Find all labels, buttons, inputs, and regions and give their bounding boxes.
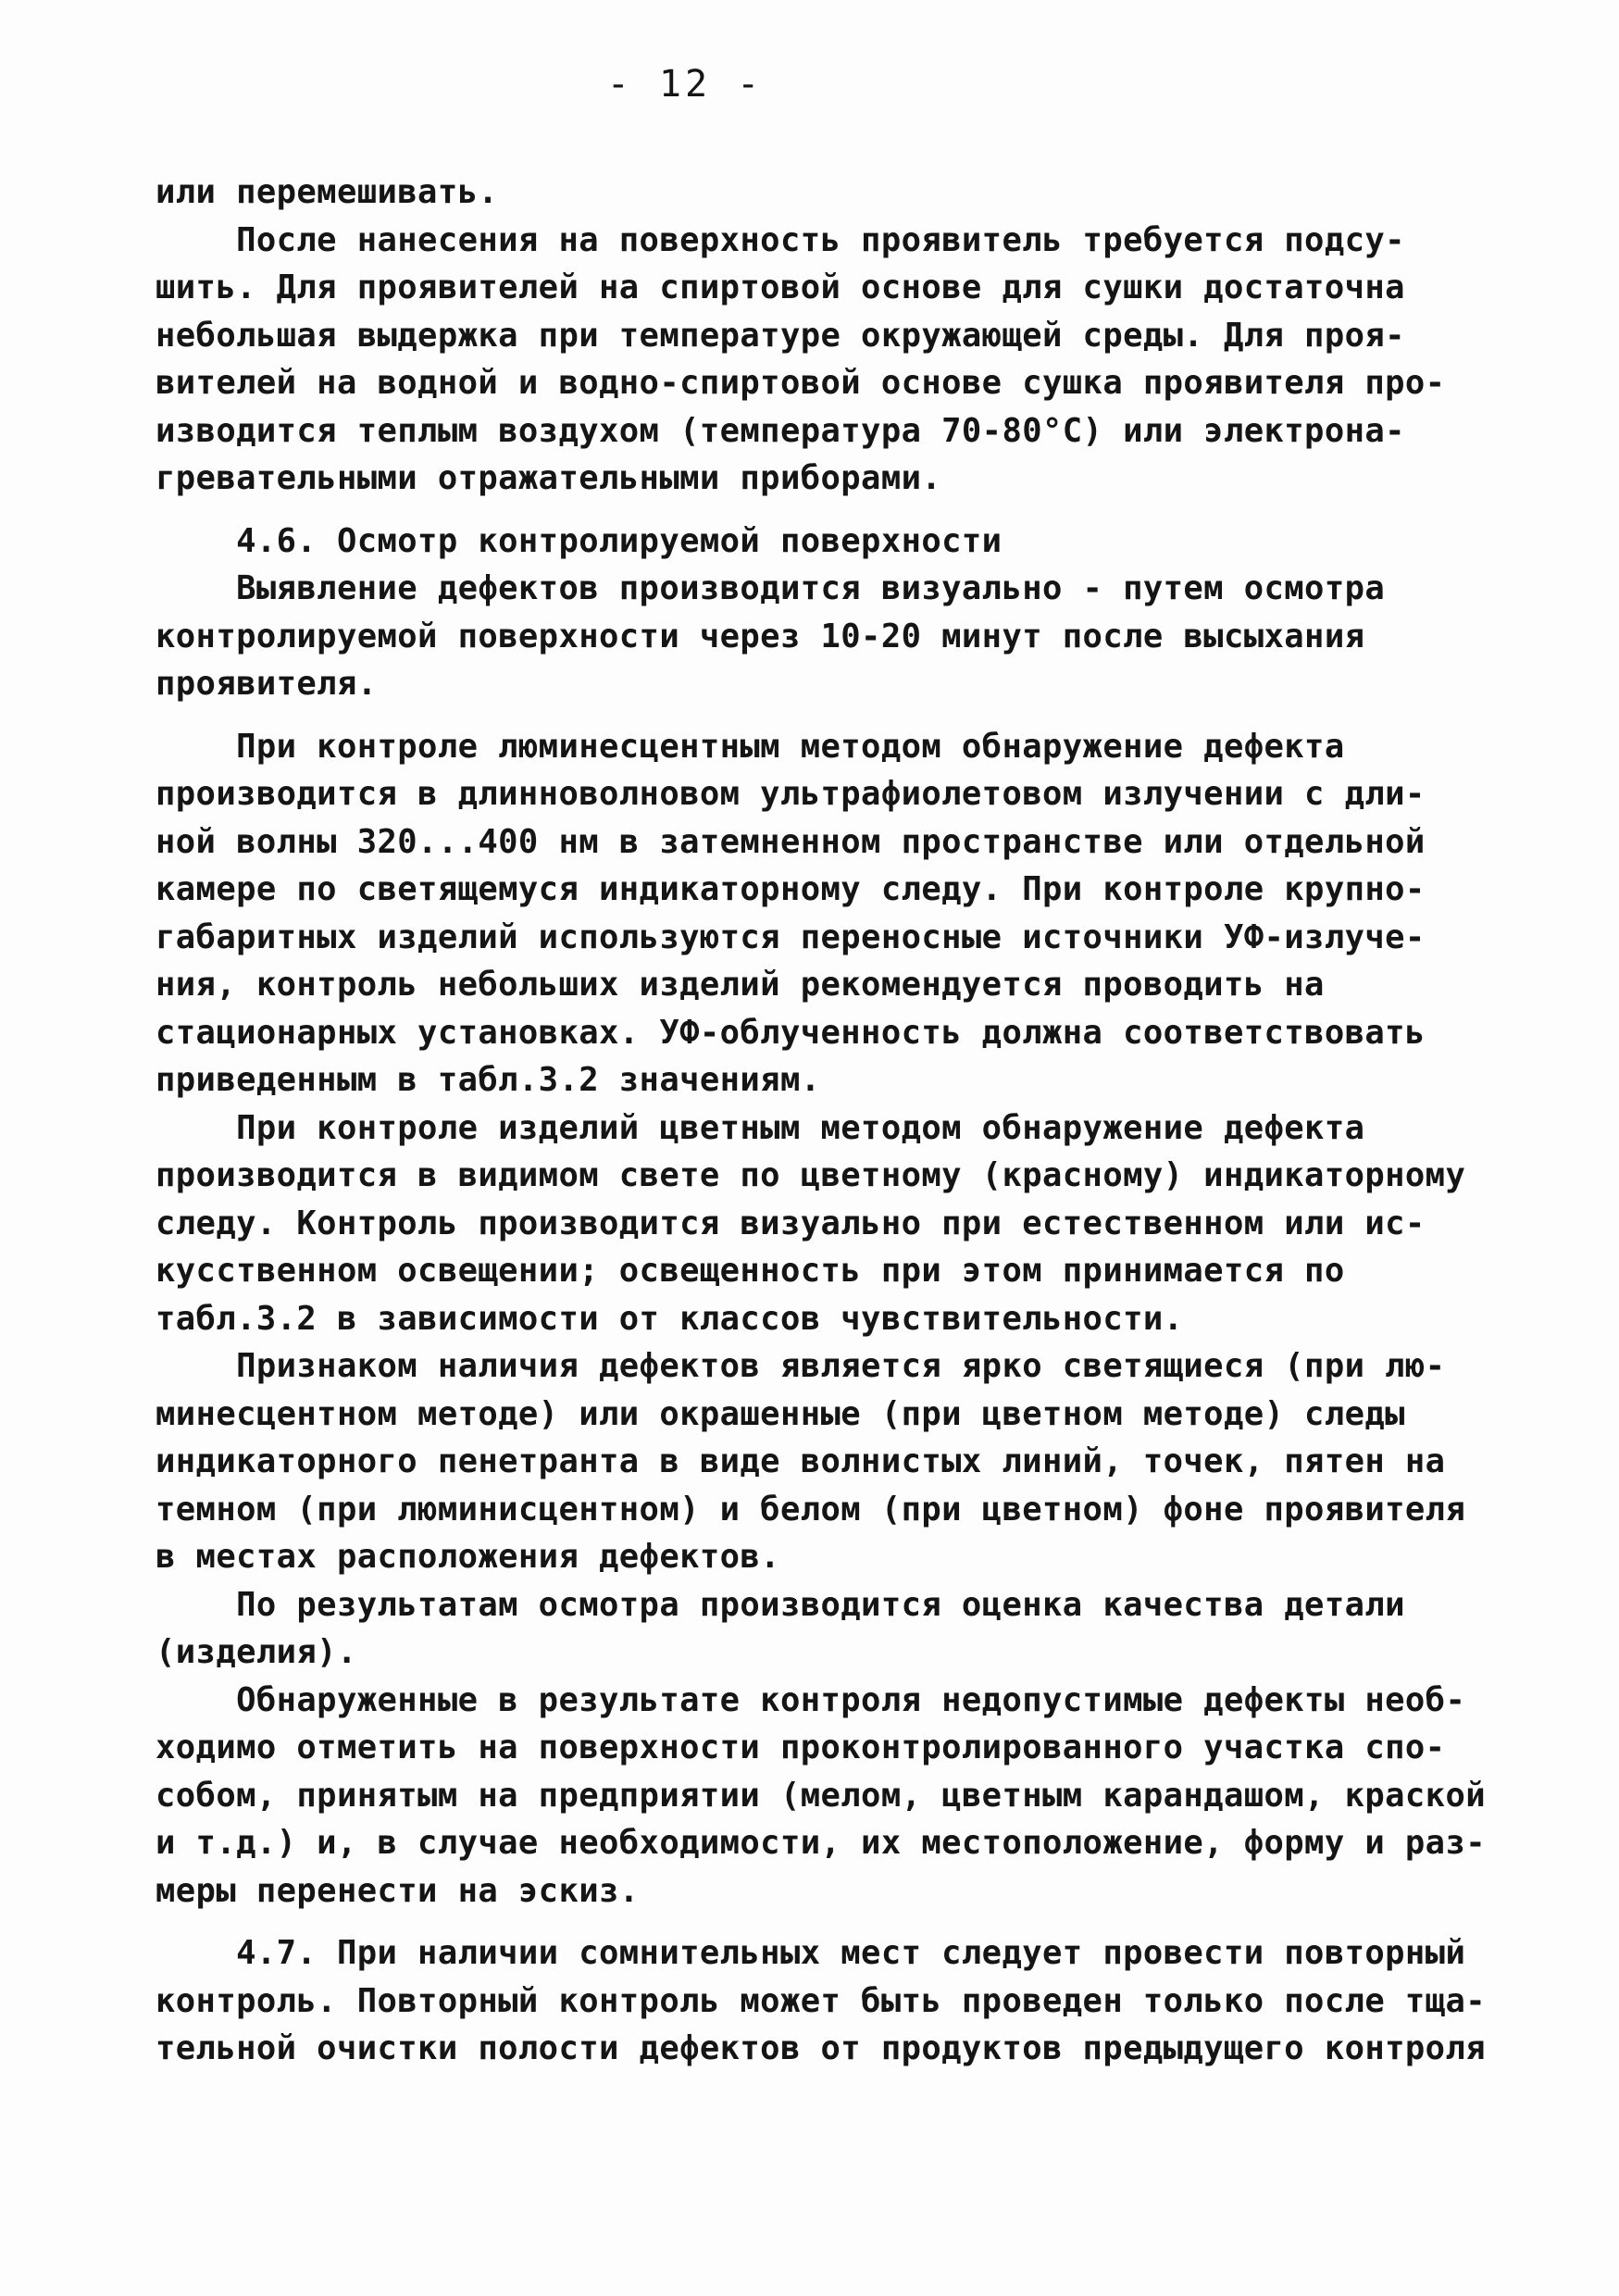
- paragraph: [156, 1581, 1514, 1677]
- document-body: [156, 168, 1514, 2073]
- text-line: и т.д.) и, в случае необходимости, их местоположение, форму и раз-: [156, 1824, 1487, 1862]
- text-line: изводится теплым воздухом (температура 70-80°С) или электрона-: [156, 411, 1405, 450]
- text-line: меры перенести на эскиз.: [156, 1871, 640, 1910]
- paragraph: [156, 723, 1514, 1104]
- text-line: производится в длинноволновом ультрафиолетовом излучении с дли-: [156, 775, 1426, 813]
- text-line: При контроле изделий цветным методом обнаружение дефекта: [156, 1108, 1365, 1147]
- text-line: При контроле люминесцентным методом обнаружение дефекта: [156, 727, 1345, 766]
- text-line: габаритных изделий используются переносные источники УФ-излуче-: [156, 917, 1426, 956]
- paragraph: [156, 1104, 1514, 1343]
- page-number: - 12 -: [606, 63, 764, 106]
- text-line: камере по светящемуся индикаторному следу. При контроле крупно-: [156, 870, 1426, 908]
- paragraph: [156, 1342, 1514, 1581]
- text-line: ния, контроль небольших изделий рекомендуется проводить на: [156, 966, 1325, 1004]
- text-line: собом, принятым на предприятии (мелом, цветным карандашом, краской: [156, 1776, 1487, 1815]
- text-line: в местах расположения дефектов.: [156, 1538, 780, 1576]
- text-line: вителей на водной и водно-спиртовой основе сушка проявителя про-: [156, 364, 1446, 402]
- text-line: гревательными отражательными приборами.: [156, 459, 942, 497]
- text-line: минесцентном методе) или окрашенные (при цветном методе) следы: [156, 1394, 1405, 1433]
- text-line: контролируемой поверхности через 10-20 минут после высыхания: [156, 617, 1365, 655]
- text-line: ной волны 320...400 нм в затемненном пространстве или отдельной: [156, 822, 1426, 861]
- section-heading: 4.6. Осмотр контролируемой поверхности: [156, 521, 1003, 560]
- text-line: После нанесения на поверхность проявитель требуется подсу-: [156, 220, 1405, 259]
- text-line: (изделия).: [156, 1633, 357, 1671]
- section-4-7: [156, 1929, 1514, 2073]
- text-line: проявителя.: [156, 665, 378, 703]
- paragraph: [156, 217, 1514, 503]
- section-4-6: [156, 518, 1514, 708]
- text-line: ходимо отметить на поверхности проконтролированного участка спо-: [156, 1728, 1446, 1766]
- text-line: кусственном освещении; освещенность при этом принимается по: [156, 1252, 1345, 1290]
- text-line: индикаторного пенетранта в виде волнистых линий, точек, пятен на: [156, 1442, 1446, 1480]
- text-line: небольшая выдержка при температуре окружающей среды. Для проя-: [156, 316, 1405, 355]
- text-line: шить. Для проявителей на спиртовой основе для сушки достаточна: [156, 268, 1405, 306]
- text-line: Обнаруженные в результате контроля недопустимые дефекты необ-: [156, 1680, 1466, 1719]
- text-line: тельной очистки полости дефектов от продуктов предыдущего контроля: [156, 2029, 1487, 2067]
- text-line: следу. Контроль производится визуально при естественном или ис-: [156, 1204, 1426, 1242]
- text-line: приведенным в табл.3.2 значениям.: [156, 1061, 821, 1099]
- text-line: или перемешивать.: [156, 173, 499, 211]
- text-line: стационарных установках. УФ-облученность должна соответствовать: [156, 1013, 1426, 1052]
- text-line: По результатам осмотра производится оценка качества детали: [156, 1585, 1405, 1624]
- text-line: Выявление дефектов производится визуально - путем осмотра: [156, 569, 1386, 607]
- text-line: табл.3.2 в зависимости от классов чувствительности.: [156, 1299, 1184, 1338]
- text-line: темном (при люминисцентном) и белом (при цветном) фоне проявителя: [156, 1490, 1466, 1529]
- text-line: производится в видимом свете по цветному (красному) индикаторному: [156, 1156, 1466, 1194]
- text-line: 4.7. При наличии сомнительных мест следует провести повторный: [156, 1934, 1466, 1972]
- paragraph: [156, 1677, 1514, 1915]
- text-line: Признаком наличия дефектов является ярко светящиеся (при лю-: [156, 1347, 1446, 1385]
- paragraph: [156, 168, 1514, 217]
- text-line: контроль. Повторный контроль может быть проведен только после тща-: [156, 1981, 1487, 2020]
